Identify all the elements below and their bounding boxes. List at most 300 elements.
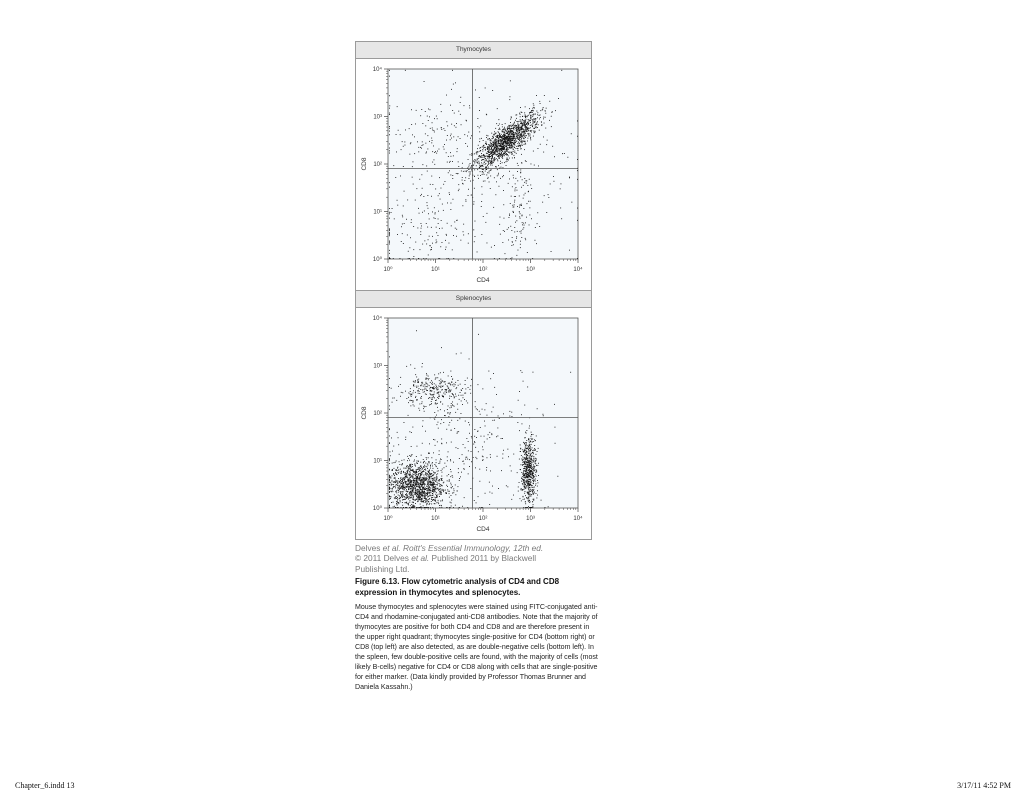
data-point — [498, 119, 499, 120]
data-point — [389, 409, 390, 410]
data-point — [530, 496, 531, 497]
data-point — [426, 258, 427, 259]
data-point — [511, 230, 512, 231]
data-point — [483, 166, 484, 167]
data-point — [492, 151, 493, 152]
data-point — [541, 122, 542, 123]
data-point — [408, 504, 409, 505]
data-point — [454, 384, 455, 385]
data-point — [550, 184, 551, 185]
data-point — [420, 468, 421, 469]
data-point — [577, 136, 578, 137]
data-point — [406, 219, 407, 220]
data-point — [520, 213, 521, 214]
data-point — [490, 378, 491, 379]
data-point — [440, 486, 441, 487]
data-point — [402, 502, 403, 503]
data-point — [446, 485, 447, 486]
data-point — [479, 481, 480, 482]
data-point — [425, 394, 426, 395]
data-point — [465, 171, 466, 172]
data-point — [499, 224, 500, 225]
data-point — [481, 162, 482, 163]
data-point — [405, 391, 406, 392]
data-point — [525, 501, 526, 502]
data-point — [450, 161, 451, 162]
data-point — [521, 126, 522, 127]
data-point — [426, 244, 427, 245]
data-point — [409, 455, 410, 456]
data-point — [426, 479, 427, 480]
data-point — [522, 479, 523, 480]
data-point — [442, 485, 443, 486]
data-point — [432, 470, 433, 471]
data-point — [530, 491, 531, 492]
data-point — [406, 474, 407, 475]
data-point — [432, 212, 433, 213]
data-point — [531, 458, 532, 459]
data-point — [389, 213, 390, 214]
data-point — [431, 196, 432, 197]
data-point — [549, 120, 550, 121]
data-point — [532, 489, 533, 490]
data-point — [535, 127, 536, 128]
data-point — [511, 412, 512, 413]
data-point — [562, 153, 563, 154]
data-point — [482, 194, 483, 195]
data-point — [525, 449, 526, 450]
data-point — [428, 109, 429, 110]
data-point — [537, 117, 538, 118]
data-point — [439, 177, 440, 178]
data-point — [437, 397, 438, 398]
data-point — [515, 222, 516, 223]
data-point — [504, 141, 505, 142]
data-point — [527, 461, 528, 462]
data-point — [436, 389, 437, 390]
data-point — [516, 125, 517, 126]
data-point — [405, 477, 406, 478]
y-axis-label: CD8 — [361, 157, 368, 171]
data-point — [434, 487, 435, 488]
data-point — [506, 131, 507, 132]
data-point — [525, 437, 526, 438]
data-point — [425, 431, 426, 432]
data-point — [427, 482, 428, 483]
data-point — [440, 402, 441, 403]
data-point — [421, 507, 422, 508]
data-point — [501, 139, 502, 140]
data-point — [445, 249, 446, 250]
data-point — [533, 483, 534, 484]
data-point — [439, 489, 440, 490]
data-point — [497, 147, 498, 148]
data-point — [392, 475, 393, 476]
data-point — [428, 501, 429, 502]
data-point — [486, 137, 487, 138]
data-point — [526, 507, 527, 508]
data-point — [416, 386, 417, 387]
data-point — [505, 149, 506, 150]
data-point — [543, 118, 544, 119]
data-point — [389, 257, 390, 258]
data-point — [497, 136, 498, 137]
data-point — [400, 501, 401, 502]
data-point — [523, 131, 524, 132]
data-point — [503, 129, 504, 130]
data-point — [427, 464, 428, 465]
data-point — [397, 205, 398, 206]
data-point — [477, 431, 478, 432]
data-point — [507, 158, 508, 159]
data-point — [492, 486, 493, 487]
data-point — [509, 127, 510, 128]
data-point — [447, 489, 448, 490]
data-point — [462, 404, 463, 405]
data-point — [522, 462, 523, 463]
data-point — [463, 444, 464, 445]
data-point — [527, 507, 528, 508]
data-point — [429, 476, 430, 477]
data-point — [428, 255, 429, 256]
data-point — [503, 132, 504, 133]
data-point — [526, 456, 527, 457]
data-point — [443, 210, 444, 211]
data-point — [389, 108, 390, 109]
data-point — [543, 117, 544, 118]
data-point — [438, 211, 439, 212]
data-point — [432, 466, 433, 467]
data-point — [389, 150, 390, 151]
data-point — [482, 388, 483, 389]
data-point — [457, 420, 458, 421]
data-point — [532, 110, 533, 111]
data-point — [419, 179, 420, 180]
data-point — [409, 467, 410, 468]
data-point — [478, 178, 479, 179]
data-point — [435, 486, 436, 487]
data-point — [530, 484, 531, 485]
data-point — [422, 469, 423, 470]
data-point — [471, 379, 472, 380]
data-point — [555, 427, 556, 428]
data-point — [482, 174, 483, 175]
data-point — [509, 153, 510, 154]
data-point — [529, 112, 530, 113]
data-point — [513, 133, 514, 134]
data-point — [403, 495, 404, 496]
data-point — [524, 481, 525, 482]
data-point — [453, 235, 454, 236]
data-point — [540, 115, 541, 116]
data-point — [506, 150, 507, 151]
data-point — [452, 384, 453, 385]
data-point — [450, 407, 451, 408]
data-point — [449, 170, 450, 171]
data-point — [429, 385, 430, 386]
data-point — [436, 242, 437, 243]
data-point — [413, 472, 414, 473]
data-point — [410, 485, 411, 486]
data-point — [492, 142, 493, 143]
data-point — [522, 224, 523, 225]
data-point — [512, 205, 513, 206]
data-point — [406, 366, 407, 367]
data-point — [463, 235, 464, 236]
data-point — [520, 247, 521, 248]
data-point — [438, 463, 439, 464]
data-point — [536, 123, 537, 124]
data-point — [436, 476, 437, 477]
data-point — [391, 438, 392, 439]
data-point — [412, 475, 413, 476]
data-point — [424, 389, 425, 390]
data-point — [553, 176, 554, 177]
data-point — [456, 353, 457, 354]
data-point — [521, 488, 522, 489]
data-point — [502, 146, 503, 147]
data-point — [495, 159, 496, 160]
data-point — [418, 393, 419, 394]
data-point — [412, 499, 413, 500]
data-point — [424, 477, 425, 478]
data-point — [499, 186, 500, 187]
data-point — [454, 406, 455, 407]
data-point — [486, 175, 487, 176]
data-point — [441, 390, 442, 391]
data-point — [435, 494, 436, 495]
data-point — [499, 158, 500, 159]
data-point — [524, 466, 525, 467]
data-point — [527, 477, 528, 478]
data-point — [430, 491, 431, 492]
data-point — [533, 499, 534, 500]
data-point — [429, 481, 430, 482]
data-point — [549, 101, 550, 102]
data-point — [457, 404, 458, 405]
data-point — [499, 136, 500, 137]
data-point — [409, 478, 410, 479]
data-point — [529, 469, 530, 470]
data-point — [437, 482, 438, 483]
data-point — [458, 448, 459, 449]
data-point — [407, 470, 408, 471]
data-point — [524, 131, 525, 132]
data-point — [527, 492, 528, 493]
data-point — [422, 401, 423, 402]
data-point — [397, 432, 398, 433]
data-point — [502, 162, 503, 163]
data-point — [531, 444, 532, 445]
data-point — [468, 441, 469, 442]
data-point — [483, 172, 484, 173]
data-point — [403, 166, 404, 167]
thymocytes-panel — [355, 41, 592, 291]
data-point — [415, 465, 416, 466]
data-point — [459, 418, 460, 419]
data-point — [457, 433, 458, 434]
data-point — [394, 475, 395, 476]
data-point — [453, 258, 454, 259]
data-point — [446, 442, 447, 443]
data-point — [435, 379, 436, 380]
data-point — [424, 495, 425, 496]
data-point — [413, 384, 414, 385]
data-point — [526, 123, 527, 124]
data-point — [409, 507, 410, 508]
data-point — [501, 141, 502, 142]
data-point — [507, 147, 508, 148]
data-point — [466, 171, 467, 172]
data-point — [408, 499, 409, 500]
data-point — [527, 474, 528, 475]
data-point — [530, 471, 531, 472]
data-point — [447, 413, 448, 414]
data-point — [533, 107, 534, 108]
data-point — [468, 166, 469, 167]
data-point — [421, 403, 422, 404]
data-point — [517, 121, 518, 122]
data-point — [496, 151, 497, 152]
data-point — [428, 465, 429, 466]
data-point — [429, 453, 430, 454]
data-point — [414, 406, 415, 407]
data-point — [524, 451, 525, 452]
data-point — [389, 480, 390, 481]
data-point — [395, 496, 396, 497]
data-point — [516, 114, 517, 115]
data-point — [419, 473, 420, 474]
data-point — [395, 486, 396, 487]
data-point — [513, 212, 514, 213]
data-point — [462, 167, 463, 168]
data-point — [434, 490, 435, 491]
data-point — [527, 472, 528, 473]
figure-caption: Mouse thymocytes and splenocytes were stained using FITC-conjugated anti-CD4 and rhodamine-conjugated anti-CD8 antibodies. Note that the majority of thymocytes are positive for both CD4 and CD8 and are therefore present in the upper right quadrant; thymocytes single-positive for CD4 (bottom right) or CD8 (top left) are also detected, as are double-negative cells (bottom left). In the spleen, few double-positive cells are found, with the majority of cells (most likely B-cells) negative for CD4 or CD8 along with cells that are single-positive for either marker. (Data kindly provided by Professor Thomas Brunner and Daniela Kassahn.) — [355, 604, 598, 692]
data-point — [451, 138, 452, 139]
data-point — [405, 130, 406, 131]
data-point — [389, 187, 390, 188]
data-point — [473, 160, 474, 161]
data-point — [532, 112, 533, 113]
data-point — [535, 120, 536, 121]
data-point — [571, 133, 572, 134]
data-point — [439, 380, 440, 381]
data-point — [416, 485, 417, 486]
data-point — [452, 493, 453, 494]
data-point — [494, 141, 495, 142]
data-point — [561, 183, 562, 184]
data-point — [521, 128, 522, 129]
data-point — [451, 124, 452, 125]
data-point — [525, 487, 526, 488]
data-point — [534, 470, 535, 471]
data-point — [433, 474, 434, 475]
data-point — [530, 134, 531, 135]
data-point — [412, 466, 413, 467]
data-point — [432, 486, 433, 487]
data-point — [496, 144, 497, 145]
data-point — [524, 454, 525, 455]
data-point — [450, 391, 451, 392]
data-point — [454, 125, 455, 126]
data-point — [436, 400, 437, 401]
data-point — [438, 258, 439, 259]
data-point — [432, 243, 433, 244]
data-point — [494, 139, 495, 140]
data-point — [407, 484, 408, 485]
data-point — [535, 479, 536, 480]
data-point — [529, 500, 530, 501]
data-point — [441, 490, 442, 491]
data-point — [502, 124, 503, 125]
data-point — [434, 483, 435, 484]
data-point — [408, 488, 409, 489]
data-point — [401, 483, 402, 484]
data-point — [466, 457, 467, 458]
data-point — [394, 478, 395, 479]
data-point — [561, 70, 562, 71]
data-point — [498, 135, 499, 136]
data-point — [437, 473, 438, 474]
data-point — [534, 108, 535, 109]
data-point — [429, 495, 430, 496]
data-point — [427, 493, 428, 494]
data-point — [432, 490, 433, 491]
data-point — [533, 487, 534, 488]
data-point — [404, 480, 405, 481]
data-point — [462, 506, 463, 507]
data-point — [532, 485, 533, 486]
data-point — [486, 141, 487, 142]
data-point — [478, 145, 479, 146]
data-point — [432, 488, 433, 489]
data-point — [527, 252, 528, 253]
data-point — [409, 492, 410, 493]
data-point — [413, 502, 414, 503]
data-point — [488, 138, 489, 139]
data-point — [508, 140, 509, 141]
data-point — [528, 470, 529, 471]
data-point — [521, 112, 522, 113]
data-point — [397, 507, 398, 508]
data-point — [397, 482, 398, 483]
data-point — [500, 140, 501, 141]
data-point — [467, 459, 468, 460]
data-point — [456, 396, 457, 397]
data-point — [536, 436, 537, 437]
data-point — [430, 488, 431, 489]
data-point — [507, 486, 508, 487]
data-point — [534, 122, 535, 123]
data-point — [425, 493, 426, 494]
data-point — [411, 400, 412, 401]
data-point — [410, 142, 411, 143]
data-point — [398, 130, 399, 131]
data-point — [493, 153, 494, 154]
data-point — [401, 226, 402, 227]
data-point — [389, 487, 390, 488]
data-point — [552, 146, 553, 147]
data-point — [470, 154, 471, 155]
data-point — [442, 242, 443, 243]
data-point — [420, 397, 421, 398]
data-point — [529, 179, 530, 180]
data-point — [530, 139, 531, 140]
data-point — [433, 396, 434, 397]
data-point — [423, 505, 424, 506]
data-point — [459, 507, 460, 508]
